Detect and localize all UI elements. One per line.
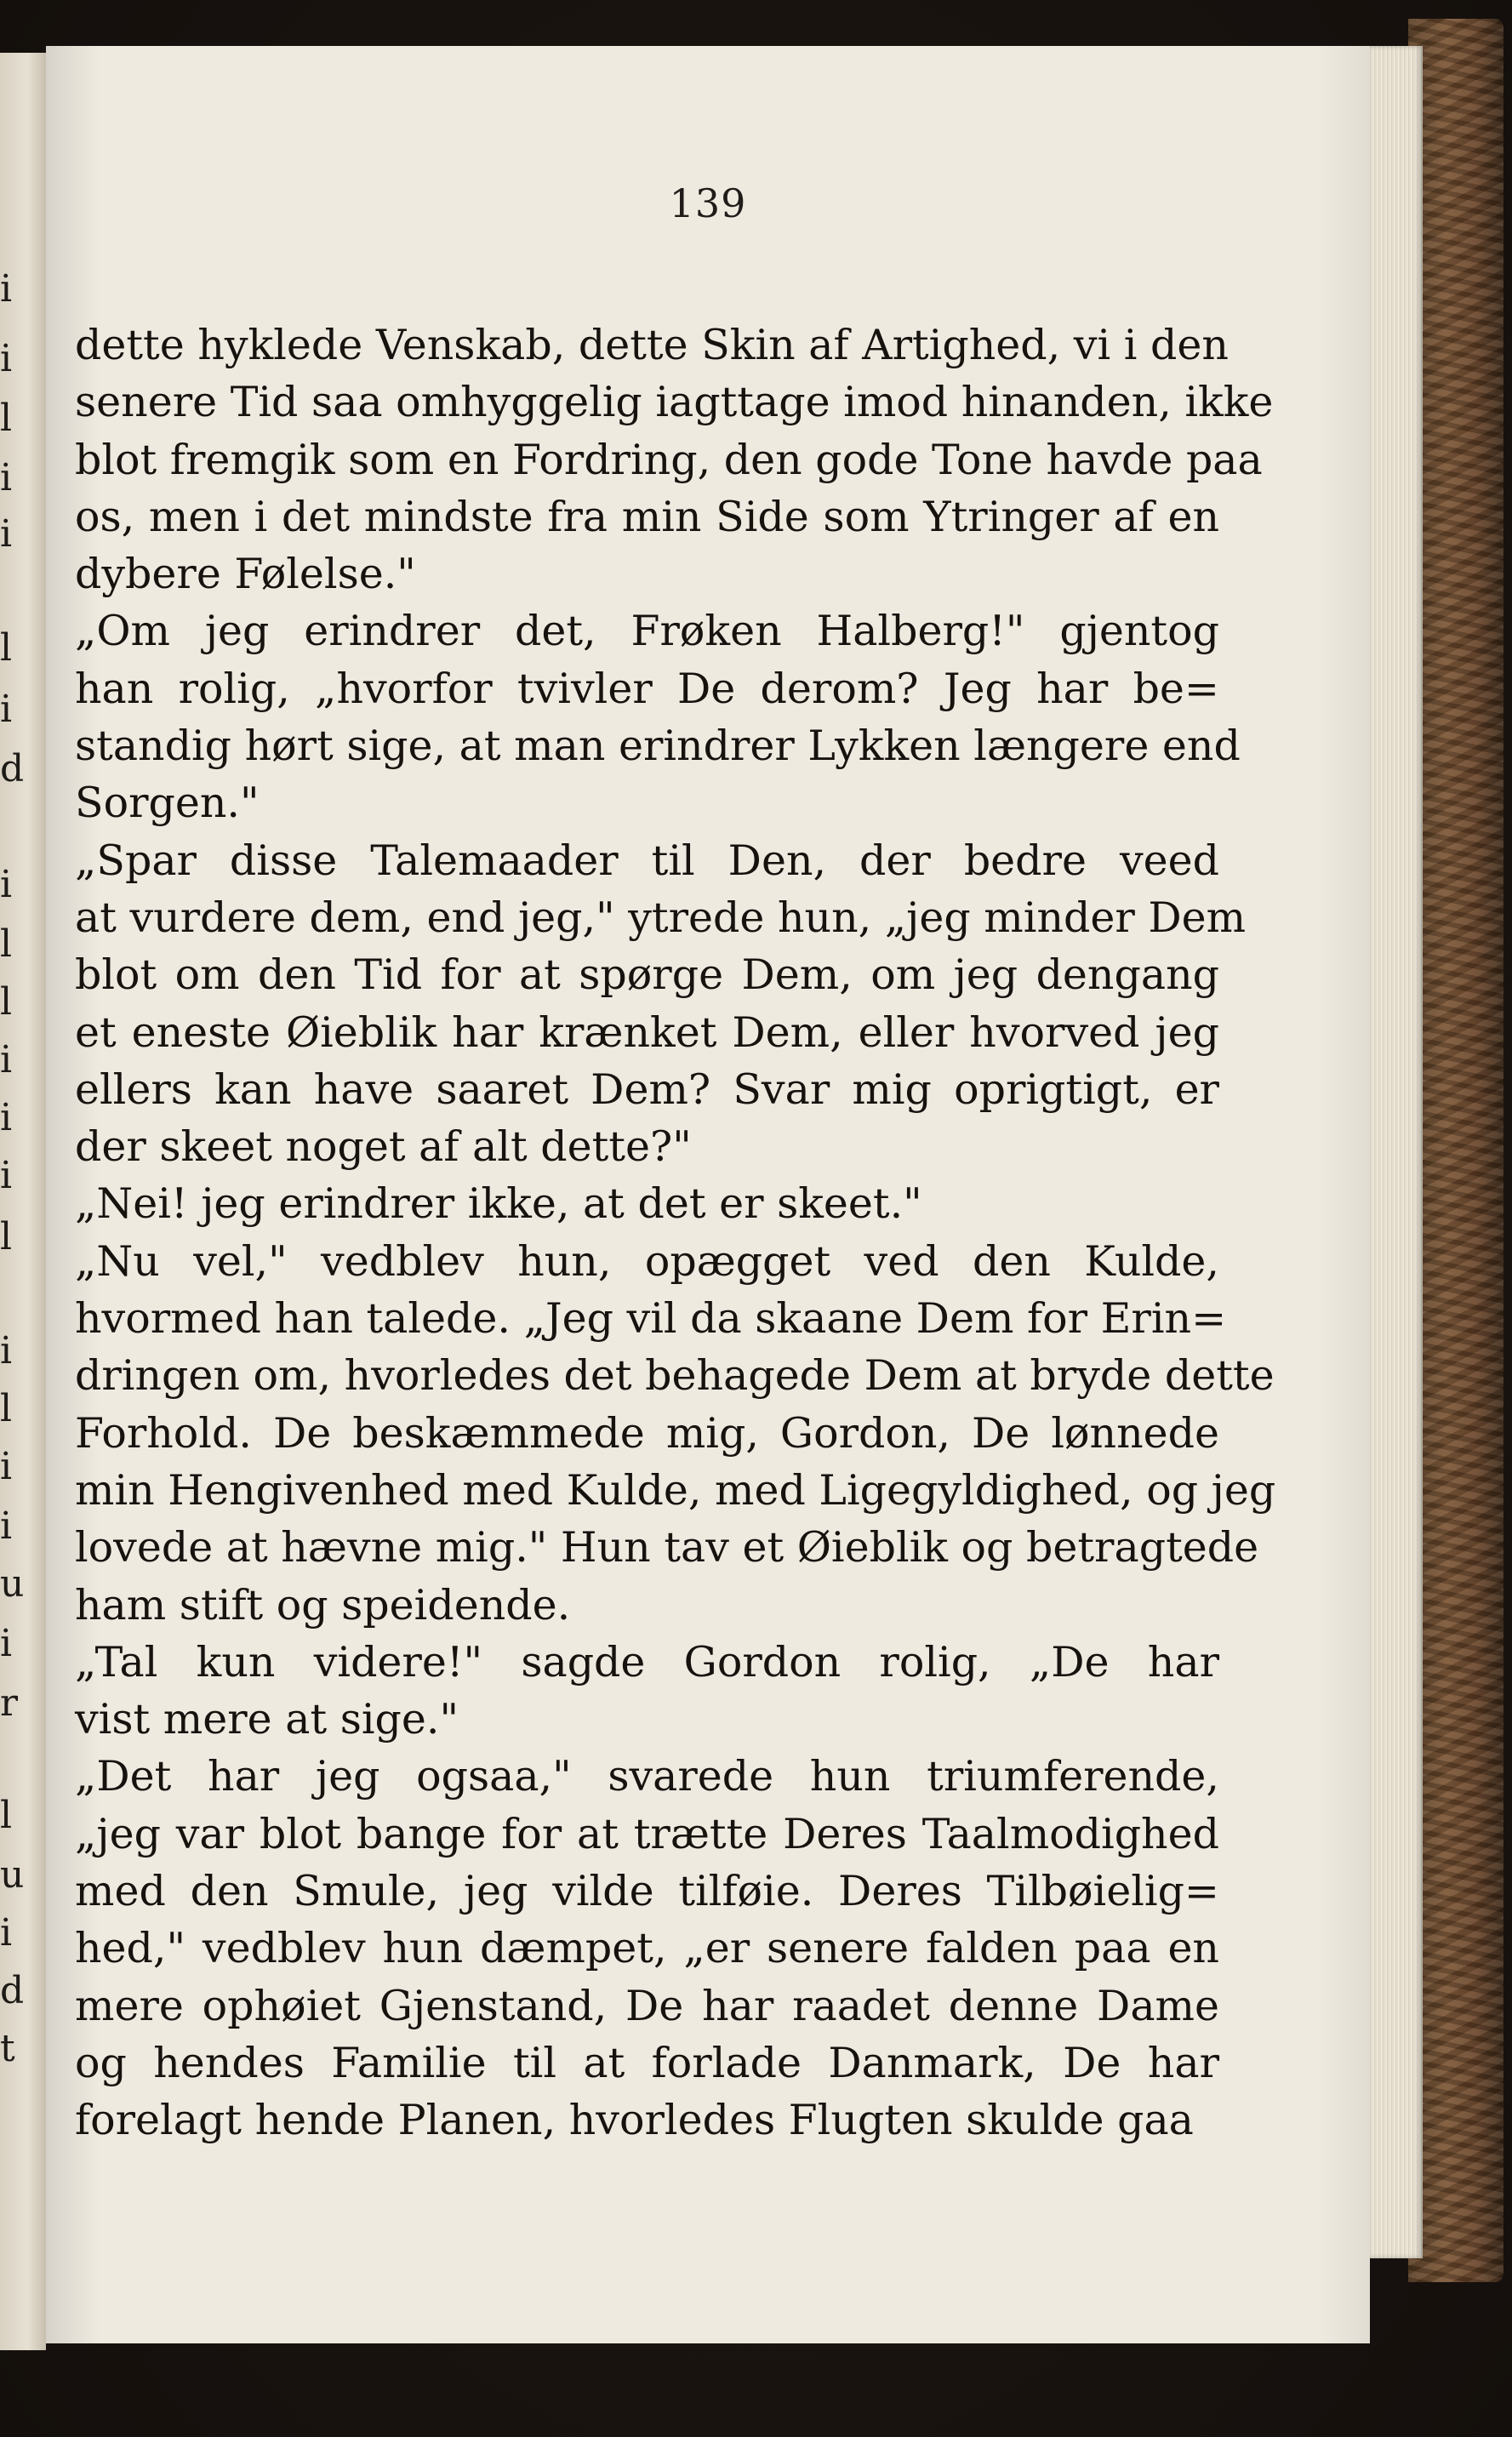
facing-page-letter: u	[0, 1562, 25, 1606]
text-line: ham stift og speidende.	[75, 1580, 571, 1629]
facing-page-letter: u	[0, 1853, 25, 1897]
facing-page-letter: i	[0, 1096, 13, 1139]
text-line: blot fremgik som en Fordring, den gode Tone havde paa	[75, 435, 1263, 484]
text-line: „Spar disse Talemaader til Den, der bedre veed	[75, 836, 1219, 885]
text-line: der skeet noget af alt dette?"	[75, 1122, 692, 1172]
page-number: 139	[669, 180, 747, 226]
text-line: vist mere at sige."	[75, 1695, 459, 1744]
facing-page-letter: d	[0, 747, 25, 790]
facing-page-letter: i	[0, 456, 13, 499]
text-line: standig hørt sige, at man erindrer Lykken længere end	[75, 722, 1241, 771]
text-line: „Om jeg erindrer det, Frøken Halberg!" gjentog	[75, 607, 1219, 656]
facing-page-letter: i	[0, 267, 13, 311]
text-line: Sorgen."	[75, 779, 260, 828]
facing-page-letter: i	[0, 1622, 13, 1665]
text-line: hed," vedblev hun dæmpet, „er senere falden paa en	[75, 1924, 1219, 1973]
facing-page-letter: l	[0, 922, 13, 966]
facing-page-letter: i	[0, 1329, 13, 1373]
facing-page-letter: l	[0, 626, 13, 670]
facing-page-letter: t	[0, 2027, 15, 2070]
facing-page-letter: i	[0, 1445, 13, 1488]
facing-page-letter: l	[0, 1387, 13, 1430]
facing-page-letter: l	[0, 980, 13, 1024]
facing-page-letter: r	[0, 1681, 19, 1725]
text-line: dybere Følelse."	[75, 550, 416, 599]
page-stack-edges	[1368, 46, 1423, 2258]
body-text	[75, 317, 1276, 2149]
text-line: „jeg var blot bange for at trætte Deres Taalmodighed	[75, 1809, 1219, 1858]
text-line: forelagt hende Planen, hvorledes Flugten skulde gaa	[75, 2096, 1194, 2145]
text-line: med den Smule, jeg vilde tilføie. Deres Tilbøielig=	[75, 1867, 1219, 1916]
facing-page-letter: i	[0, 337, 13, 380]
text-line: os, men i det mindste fra min Side som Ytringer af en	[75, 492, 1219, 541]
text-line: lovede at hævne mig." Hun tav et Øieblik og betragtede	[75, 1523, 1259, 1572]
book-page	[46, 46, 1370, 2343]
facing-page-letter: i	[0, 512, 13, 556]
facing-page-letter: d	[0, 1969, 25, 2012]
text-line: „Nu vel," vedblev hun, opægget ved den Kulde,	[75, 1236, 1219, 1286]
text-line: min Hengivenhed med Kulde, med Ligegyldighed, og jeg	[75, 1465, 1276, 1515]
facing-page-letter: i	[0, 688, 13, 731]
facing-page-letter: l	[0, 1215, 13, 1258]
text-line: blot om den Tid for at spørge Dem, om jeg dengang	[75, 950, 1219, 1000]
facing-page-letter: i	[0, 863, 13, 906]
facing-page-letter: i	[0, 1504, 13, 1548]
text-line: at vurdere dem, end jeg," ytrede hun, „jeg minder Dem	[75, 893, 1247, 942]
facing-page-letter: l	[0, 397, 13, 440]
text-line: „Det har jeg ogsaa," svarede hun triumferende,	[75, 1752, 1219, 1801]
text-line: senere Tid saa omhyggelig iagttage imod hinanden, ikke	[75, 378, 1274, 427]
text-line: et eneste Øieblik har krænket Dem, eller hvorved jeg	[75, 1007, 1219, 1057]
facing-page-letter: i	[0, 1154, 13, 1197]
text-line: Forhold. De beskæmmede mig, Gordon, De lønnede	[75, 1408, 1219, 1458]
text-line: „Nei! jeg erindrer ikke, at det er skeet."	[75, 1179, 922, 1229]
text-line: dringen om, hvorledes det behagede Dem at bryde dette	[75, 1351, 1275, 1401]
text-line: mere ophøiet Gjenstand, De har raadet denne Dame	[75, 1981, 1219, 2030]
facing-page-letter: i	[0, 1038, 13, 1082]
text-line: ellers kan have saaret Dem? Svar mig oprigtigt, er	[75, 1064, 1219, 1114]
facing-page-letter: l	[0, 1794, 13, 1837]
text-line: „Tal kun videre!" sagde Gordon rolig, „De har	[75, 1637, 1219, 1686]
text-line: han rolig, „hvorfor tvivler De derom? Jeg har be=	[75, 664, 1219, 713]
text-line: og hendes Familie til at forlade Danmark, De har	[75, 2038, 1219, 2087]
text-line: hvormed han talede. „Jeg vil da skaane Dem for Erin=	[75, 1294, 1227, 1344]
facing-page-letter: i	[0, 1911, 13, 1955]
facing-page-edge	[0, 53, 46, 2350]
text-line: dette hyklede Venskab, dette Skin af Artighed, vi i den	[75, 321, 1229, 369]
